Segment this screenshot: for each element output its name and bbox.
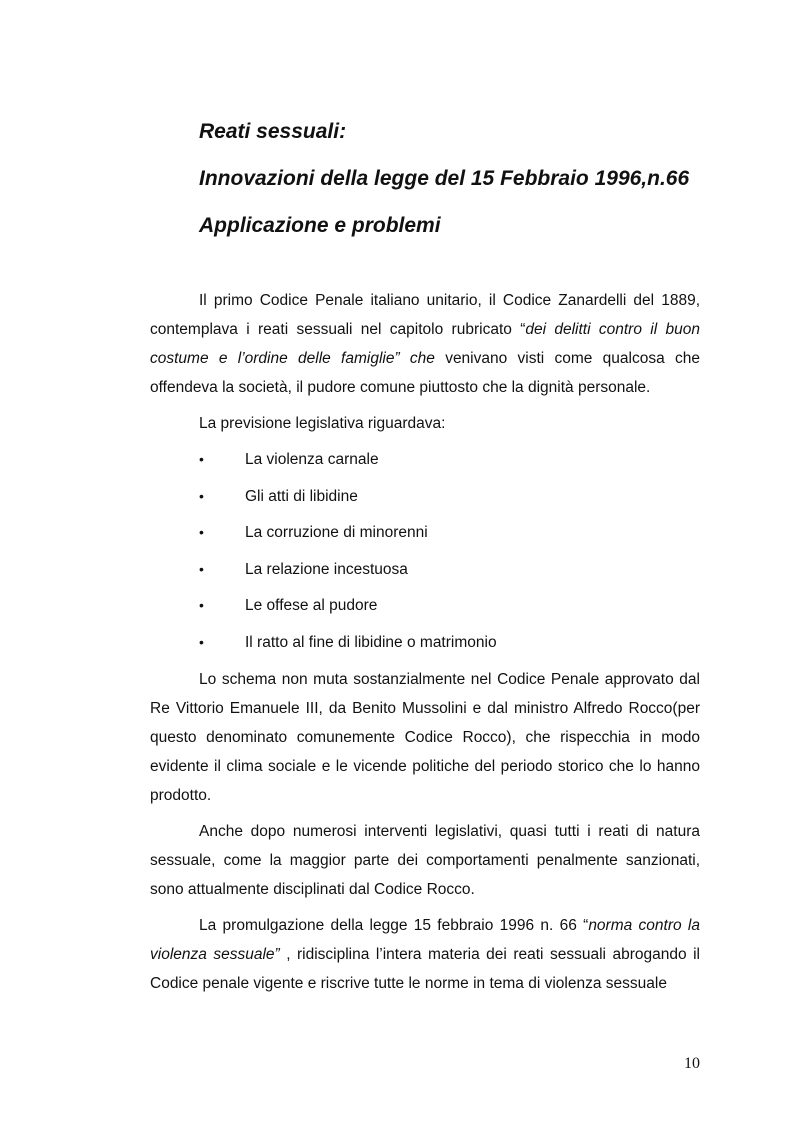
- paragraph-intro-text: Il primo Codice Penale italiano unitario, il Codice Zanardelli del 1889, contemplava i reati sessuali nel capitolo rubricato “: [150, 292, 700, 338]
- paragraph-legge-66-quote: norma contro la violenza sessuale”: [150, 916, 700, 963]
- list-item-label: Le offese al pudore: [245, 597, 378, 615]
- offence-list: [150, 445, 700, 657]
- heading-subtitle: Innovazioni della legge del 15 Febbraio 1996,n.66: [199, 167, 690, 190]
- list-item-label: Il ratto al fine di libidine o matrimonio: [245, 633, 497, 651]
- paragraph-legge-66: [150, 911, 700, 998]
- chapter-headings: [199, 118, 739, 259]
- list-item: [150, 518, 700, 547]
- bullet-icon: •: [199, 633, 204, 650]
- body-text: [150, 286, 700, 1005]
- list-item: [150, 591, 700, 620]
- paragraph-intro-continuation: venivano visti come qualcosa che offendeva la società, il pudore comune piuttosto che la dignità personale.: [150, 350, 700, 396]
- paragraph-intro-quote: dei delitti contro il buon costume e l’ordine delle famiglie” che: [150, 321, 700, 367]
- list-item-label: La relazione incestuosa: [245, 560, 408, 578]
- paragraph-legge-66-text: La promulgazione della legge 15 febbraio 1996 n. 66 “: [199, 916, 589, 934]
- list-item: [150, 555, 700, 584]
- paragraph-intro: [150, 286, 700, 402]
- heading-topic: Applicazione e problemi: [199, 214, 441, 237]
- bullet-icon: •: [199, 524, 204, 541]
- list-item: [150, 445, 700, 474]
- page-number: 10: [684, 1055, 700, 1072]
- paragraph-interventi: Anche dopo numerosi interventi legislativi, quasi tutti i reati di natura sessuale, come la maggior parte dei comportamenti penalmente sanzionati, sono attualmente disciplinati dal Codice Rocco.: [150, 822, 700, 898]
- bullet-icon: •: [199, 560, 204, 577]
- paragraph-codice-rocco: Lo schema non muta sostanzialmente nel Codice Penale approvato dal Re Vittorio Emanuele III, da Benito Mussolini e dal ministro Alfredo Rocco(per questo denominato comunemente Codice Rocco), che rispecchia in modo evidente il clima sociale e le vicende politiche del periodo storico che lo hanno prodotto.: [150, 670, 700, 804]
- paragraph-legge-66-continuation: , ridisciplina l’intera materia dei reati sessuali abrogando il Codice penale vigente e riscrive tutte le norme in tema di violenza sessuale: [150, 945, 700, 992]
- list-item: [150, 628, 700, 657]
- bullet-icon: •: [199, 451, 204, 467]
- list-item-label: Gli atti di libidine: [245, 487, 358, 505]
- bullet-icon: •: [199, 487, 204, 504]
- list-item-label: La corruzione di minorenni: [245, 524, 428, 542]
- list-intro: La previsione legislativa riguardava:: [199, 415, 446, 432]
- heading-title: Reati sessuali:: [199, 120, 347, 143]
- list-item-label: La violenza carnale: [245, 451, 379, 468]
- list-item: [150, 482, 700, 511]
- bullet-icon: •: [199, 597, 204, 614]
